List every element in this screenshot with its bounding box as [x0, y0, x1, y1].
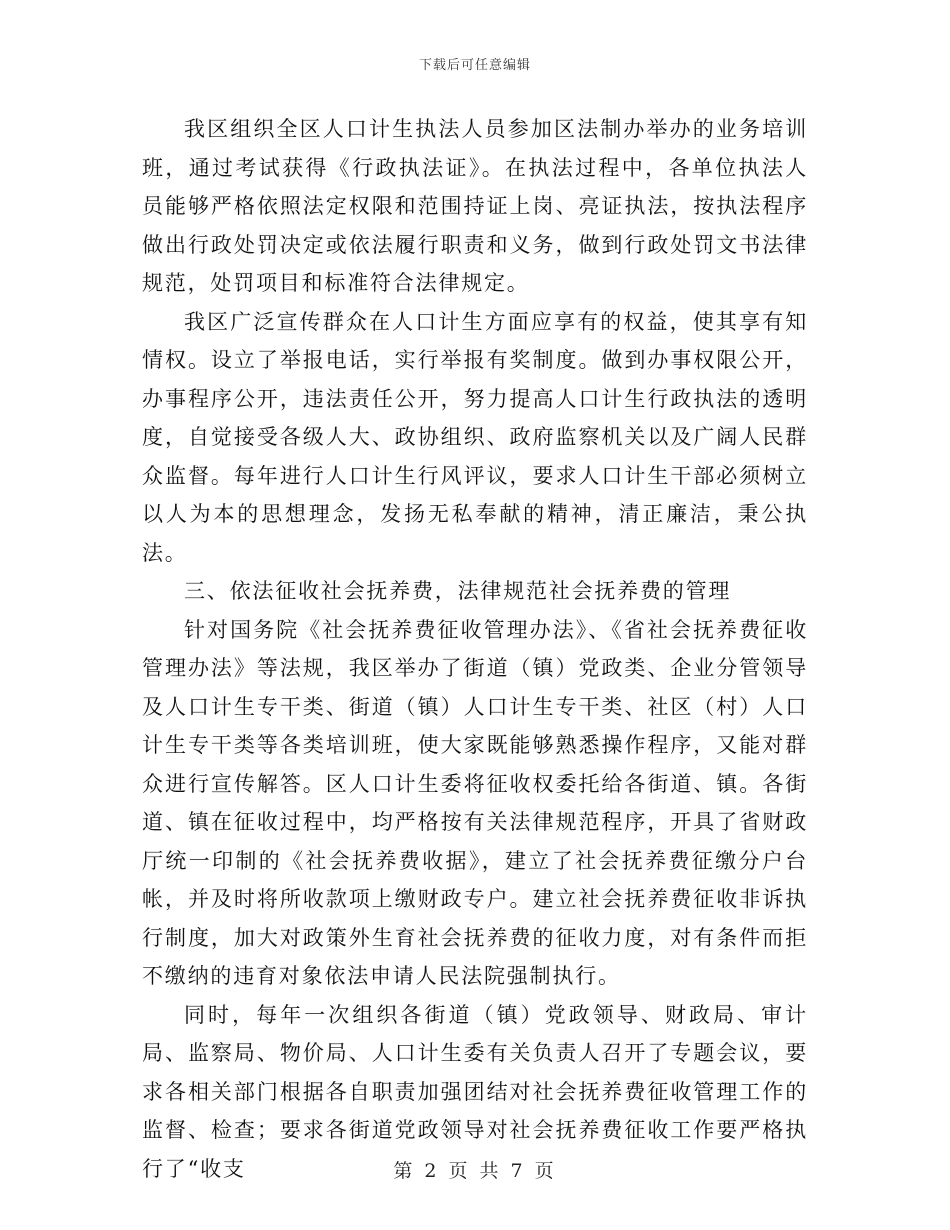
- page-header-note: 下载后可任意编辑: [418, 58, 531, 73]
- paragraph-enforcement-training: 我区组织全区人口计生执法人员参加区法制办举办的业务培训班，通过考试获得《行政执法证》。在执法过程中，各单位执法人员能够严格依照法定权限和范围持证上岗、亮证执法，按执法程序做出行政处罚决定或依法履行职责和义务，做到行政处罚文书法律规范，处罚项目和标准符合法律规定。: [142, 117, 808, 295]
- paragraph-fee-regulations: 针对国务院《社会抚养费征收管理办法》、《省社会抚养费征收管理办法》等法规，我区举办了街道（镇）党政类、企业分管领导及人口计生专干类、街道（镇）人口计生专干类、社区（村）人口计生专干类等各类培训班，使大家既能够熟悉操作程序，又能对群众进行宣传解答。区人口计生委将征收权委托给各街道、镇。各街道、镇在征收过程中，均严格按有关法律规范程序，开具了省财政厅统一印制的《社会抚养费收据》，建立了社会抚养费征缴分户台帐，并及时将所收款项上缴财政专户。建立社会抚养费征收非诉执行制度，加大对政策外生育社会抚养费的征收力度，对有条件而拒不缴纳的违育对象依法申请人民法院强制执行。: [142, 617, 808, 988]
- document-body: [142, 110, 808, 1188]
- page-number: 第 2 页 共 7 页: [393, 1160, 557, 1182]
- section-heading-social-fee: 三、依法征收社会抚养费，法律规范社会抚养费的管理: [184, 579, 732, 603]
- paragraph-public-rights: 我区广泛宣传群众在人口计生方面应享有的权益，使其享有知情权。设立了举报电话，实行举报有奖制度。做到办事权限公开，办事程序公开，违法责任公开，努力提高人口计生行政执法的透明度，自觉接受各级人大、政协组织、政府监察机关以及广阔人民群众监督。每年进行人口计生行风评议，要求人口计生干部必须树立以人为本的思想理念，发扬无私奉献的精神，清正廉洁，秉公执法。: [142, 309, 808, 565]
- paragraph-annual-meeting: 同时，每年一次组织各街道（镇）党政领导、财政局、审计局、监察局、物价局、人口计生委有关负责人召开了专题会议，要求各相关部门根据各自职责加强团结对社会抚养费征收管理工作的监督、检查；要求各街道党政领导对社会抚养费征收工作要严格执行了“收支: [142, 1002, 808, 1181]
